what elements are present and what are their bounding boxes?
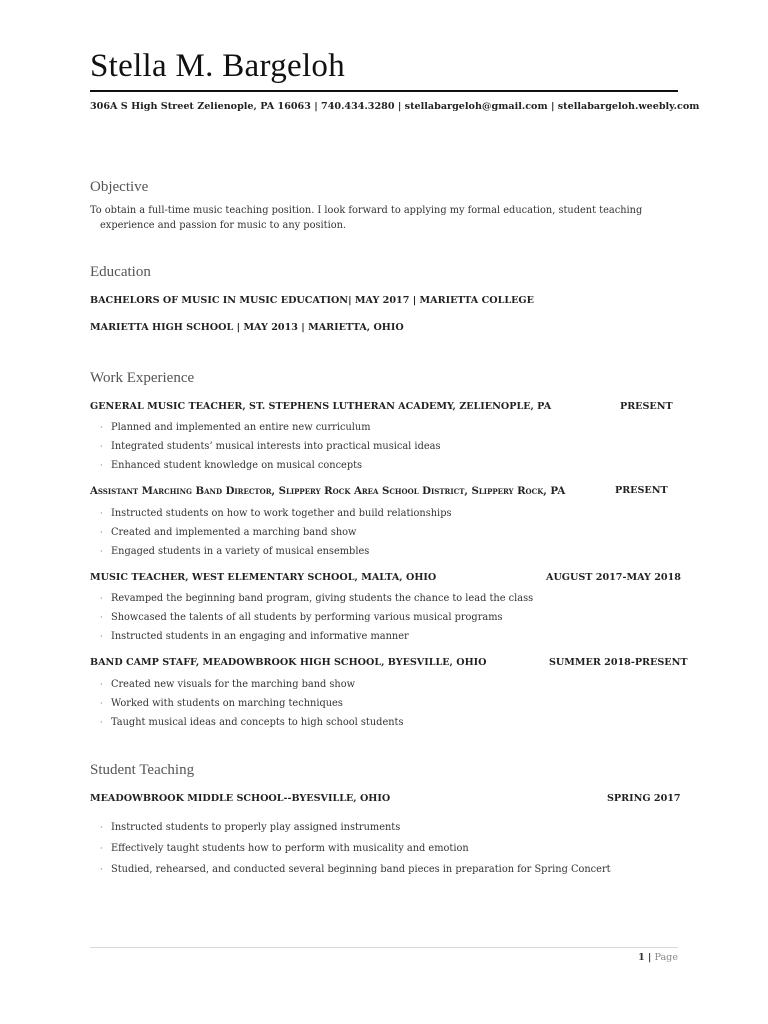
list-item: · Studied, rehearsed, and conducted several beginning band pieces in preparation for Spring Concert (100, 864, 611, 875)
page-label: Page (654, 952, 678, 963)
objective-heading: Objective (90, 179, 149, 195)
bullet-icon: · (100, 442, 103, 451)
student-teaching-entry (90, 793, 681, 804)
job-duties-list (100, 592, 533, 649)
student-teaching-list (100, 821, 611, 884)
list-item: · Created and implemented a marching band show (100, 527, 357, 538)
job-date: PRESENT (620, 401, 673, 412)
list-item: · Instructed students on how to work together and build relationships (100, 508, 452, 519)
job-duties-list (100, 421, 441, 478)
job-duties-list (100, 507, 452, 564)
bullet-icon: · (100, 718, 103, 727)
candidate-name: Stella M. Bargeloh (90, 48, 346, 84)
list-item: · Integrated students’ musical interests into practical musical ideas (100, 441, 441, 452)
student-teaching-date: SPRING 2017 (607, 793, 681, 804)
page-separator: | (647, 952, 652, 963)
job-title: BAND CAMP STAFF, MEADOWBROOK HIGH SCHOOL, BYESVILLE, OHIO (90, 657, 487, 668)
list-item: · Engaged students in a variety of musical ensembles (100, 546, 370, 557)
education-entry (90, 295, 675, 306)
bullet-icon: · (100, 865, 103, 874)
bullet-icon: · (100, 594, 103, 603)
list-item: · Worked with students on marching techniques (100, 698, 343, 709)
job-heading (90, 572, 681, 583)
bullet-icon: · (100, 699, 103, 708)
bullet-icon: · (100, 823, 103, 832)
work-experience-heading: Work Experience (90, 370, 195, 386)
bullet-icon: · (100, 613, 103, 622)
list-item: · Instructed students in an engaging and informative manner (100, 631, 409, 642)
header-divider (90, 90, 678, 92)
student-teaching-heading: Student Teaching (90, 762, 195, 778)
bullet-icon: · (100, 547, 103, 556)
education-heading: Education (90, 264, 151, 280)
objective-line-2: experience and passion for music to any position. (100, 220, 347, 231)
list-item: · Showcased the talents of all students by performing various musical programs (100, 612, 503, 623)
job-date: SUMMER 2018-PRESENT (549, 657, 688, 668)
bullet-icon: · (100, 680, 103, 689)
list-item: · Revamped the beginning band program, giving students the chance to lead the class (100, 593, 534, 604)
list-item: · Planned and implemented an entire new curriculum (100, 422, 371, 433)
bullet-icon: · (100, 844, 103, 853)
education-degree: BACHELORS OF MUSIC IN MUSIC EDUCATION| MAY 2017 | MARIETTA COLLEGE (90, 295, 534, 306)
job-duties-list (100, 678, 404, 735)
education-entry (90, 322, 675, 333)
list-item: · Effectively taught students how to perform with musicality and emotion (100, 843, 469, 854)
page-number: 1 (638, 952, 645, 963)
job-heading (90, 485, 675, 497)
objective-text (90, 203, 650, 233)
job-title: Assistant Marching Band Director, Slippery Rock Area School District, Slippery Rock, PA (90, 485, 566, 497)
list-item: · Enhanced student knowledge on musical concepts (100, 460, 363, 471)
bullet-icon: · (100, 461, 103, 470)
bullet-icon: · (100, 528, 103, 537)
list-item: · Instructed students to properly play assigned instruments (100, 822, 401, 833)
student-teaching-school: MEADOWBROOK MIDDLE SCHOOL--BYESVILLE, OHIO (90, 793, 391, 804)
contact-info: 306A S High Street Zelienople, PA 16063 | 740.434.3280 | stellabargeloh@gmail.com | stellabargeloh.weebly.com (90, 101, 700, 112)
bullet-icon: · (100, 632, 103, 641)
footer-divider (90, 947, 678, 948)
job-heading (90, 657, 688, 668)
bullet-icon: · (100, 423, 103, 432)
list-item: · Created new visuals for the marching band show (100, 679, 356, 690)
job-title: GENERAL MUSIC TEACHER, ST. STEPHENS LUTHERAN ACADEMY, ZELIENOPLE, PA (90, 401, 552, 412)
job-heading (90, 401, 675, 412)
bullet-icon: · (100, 509, 103, 518)
list-item: · Taught musical ideas and concepts to high school students (100, 717, 404, 728)
page-footer (638, 952, 678, 963)
job-date: AUGUST 2017-MAY 2018 (546, 572, 681, 583)
education-highschool: MARIETTA HIGH SCHOOL | MAY 2013 | MARIETTA, OHIO (90, 322, 404, 333)
objective-line-1: To obtain a full-time music teaching position. I look forward to applying my formal education, student teaching (90, 205, 643, 216)
job-title: MUSIC TEACHER, WEST ELEMENTARY SCHOOL, MALTA, OHIO (90, 572, 437, 583)
job-date: PRESENT (615, 485, 668, 496)
